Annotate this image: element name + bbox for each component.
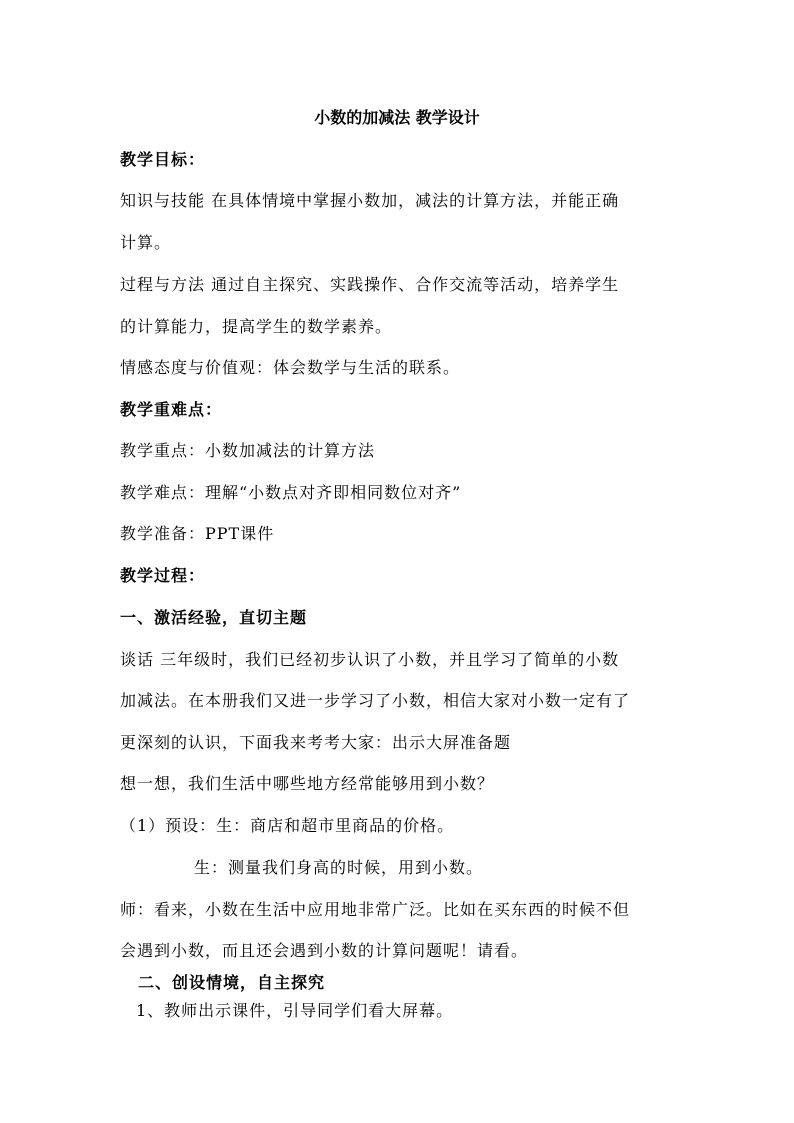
paragraph-line: 过程与方法 通过自主探究、实践操作、合作交流等活动，培养学生 [120,275,620,294]
paragraph-line: 1、教师出示课件，引导同学们看大屏幕。 [136,1001,454,1020]
section-heading-2: 二、创设情境，自主探究 [138,973,326,992]
paragraph-line: 更深刻的认识，下面我来考考大家：出示大屏准备题 [120,733,512,752]
paragraph-line: 情感态度与价值观：体会数学与生活的联系。 [120,358,461,377]
paragraph-line: 谈话 三年级时，我们已经初步认识了小数，并且学习了简单的小数 [120,650,620,669]
section-heading-1: 一、激活经验，直切主题 [120,608,308,627]
paragraph-line: 师：看来，小数在生活中应用地非常广泛。比如在买东西的时候不但 [120,900,631,919]
paragraph-line: 会遇到小数，而且还会遇到小数的计算问题呢！请看。 [120,941,529,960]
document-title: 小数的加减法 教学设计 [314,108,480,127]
paragraph-line: 生：测量我们身高的时候，用到小数。 [194,858,484,877]
paragraph-line: 想一想，我们生活中哪些地方经常能够用到小数？ [120,774,495,793]
paragraph-line: 教学难点：理解“小数点对齐即相同数位对齐” [120,483,462,502]
paragraph-line: 的计算能力，提高学生的数学素养。 [120,317,393,336]
paragraph-line: 教学重点：小数加减法的计算方法 [120,441,376,460]
paragraph-line: （1）预设：生：商店和超市里商品的价格。 [120,816,455,835]
paragraph-line: 加减法。在本册我们又进一步学习了小数，相信大家对小数一定有了 [120,691,631,710]
paragraph-line: 计算。 [120,233,172,252]
paragraph-line: 教学准备：PPT课件 [120,524,275,543]
heading-key-points: 教学重难点： [120,400,223,419]
heading-teaching-goals: 教学目标： [120,150,206,169]
heading-teaching-process: 教学过程： [120,566,206,585]
paragraph-line: 知识与技能 在具体情境中掌握小数加，减法的计算方法，并能正确 [120,191,620,210]
